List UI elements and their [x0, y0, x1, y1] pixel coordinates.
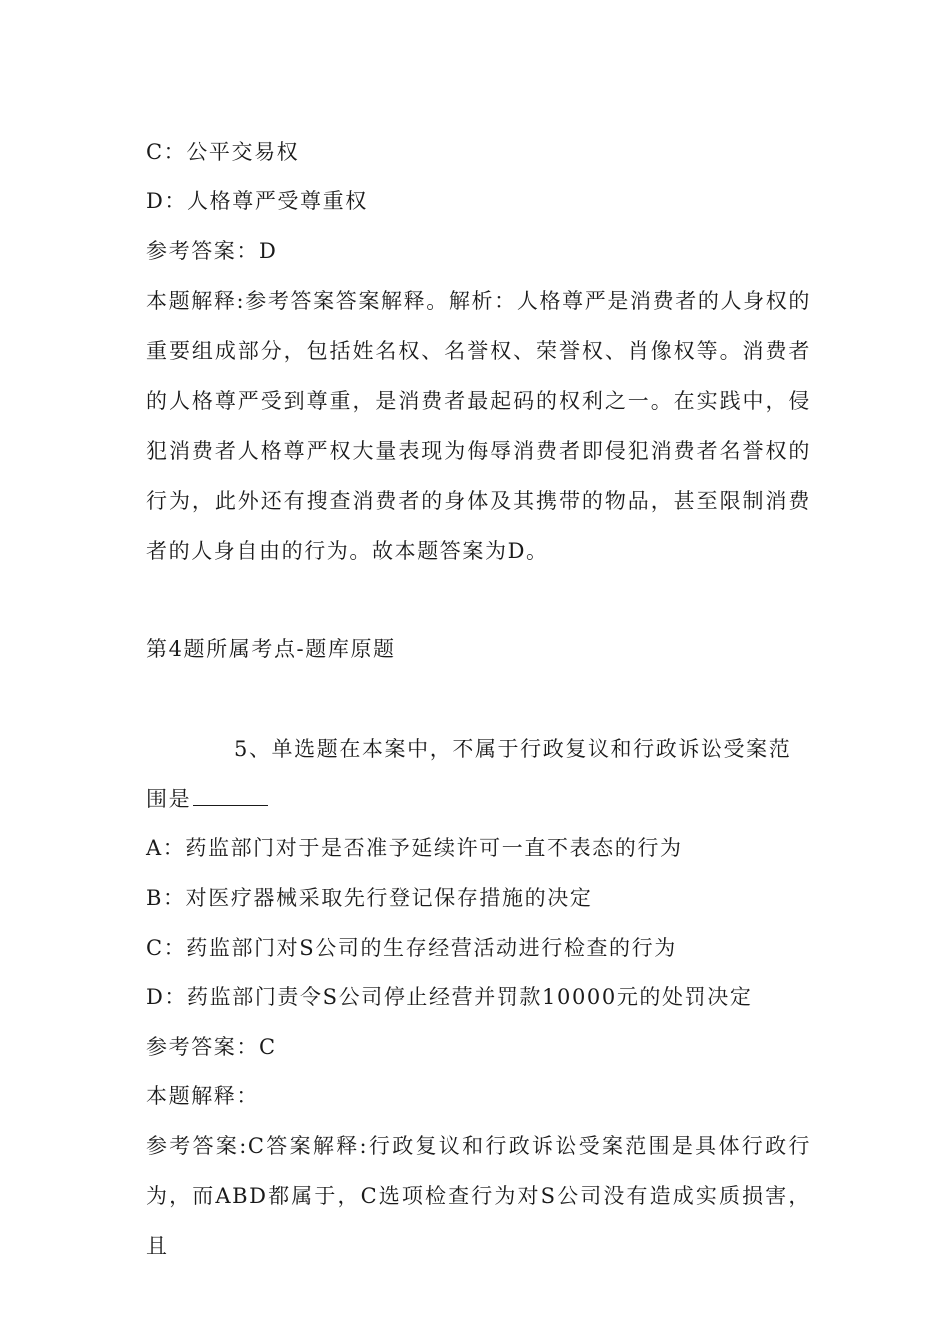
q5-option-a: A：药监部门对于是否准予延续许可一直不表态的行为: [146, 836, 683, 860]
q4-option-d: D：人格尊严受尊重权: [146, 189, 368, 213]
answer-blank: [193, 785, 268, 806]
q5-explanation-label: 本题解释：: [146, 1084, 259, 1108]
q5-answer: 参考答案：C: [146, 1035, 277, 1059]
q5-question-text: 5、单选题在本案中，不属于行政复议和行政诉讼受案范围是: [146, 737, 792, 811]
q4-topic: 第4题所属考点-题库原题: [146, 637, 396, 661]
q5-explanation: 参考答案:C答案解释:行政复议和行政诉讼受案范围是具体行政行为，而ABD都属于，C选项检查行为对S公司没有造成实质损害，且: [146, 1134, 811, 1258]
q4-explanation: 本题解释:参考答案答案解释。解析：人格尊严是消费者的人身权的重要组成部分，包括姓名权、名誉权、荣誉权、肖像权等。消费者的人格尊严受到尊重，是消费者最起码的权利之一。在实践中，侵犯消费者人格尊严权大量表现为侮辱消费者即侵犯消费者名誉权的行为，此外还有搜查消费者的身体及其携带的物品，甚至限制消费者的人身自由的行为。故本题答案为D。: [146, 289, 811, 563]
q5-question: [146, 724, 811, 824]
q5-option-c: C：药监部门对S公司的生存经营活动进行检查的行为: [146, 936, 677, 960]
q4-option-c: C：公平交易权: [146, 140, 300, 164]
q4-answer: 参考答案：D: [146, 239, 278, 263]
q5-option-d: D：药监部门责令S公司停止经营并罚款10000元的处罚决定: [146, 985, 753, 1009]
q5-option-b: B：对医疗器械采取先行登记保存措施的决定: [146, 886, 593, 910]
